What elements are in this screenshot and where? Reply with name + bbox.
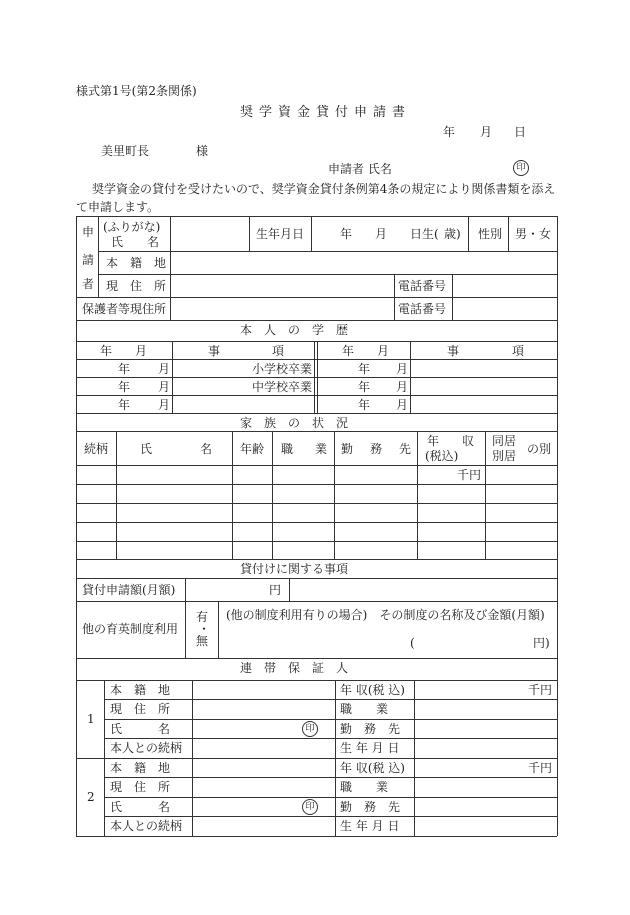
- g2-birthdate-label: 生 年 月 日: [340, 819, 400, 833]
- g1-domicile-label: 本 籍 地: [110, 683, 171, 697]
- loan-amount-yen: 円: [269, 583, 282, 597]
- sex-options: 男・女: [515, 227, 552, 241]
- birth-month-unit: 月: [375, 227, 388, 241]
- edu-row3-year: 年: [118, 398, 131, 412]
- birth-year-unit: 年: [340, 227, 353, 241]
- education-left-month: 月: [135, 344, 148, 358]
- g2-income-label: 年 収(税 込): [340, 761, 405, 775]
- g2-occupation-label: 職 業: [340, 780, 389, 794]
- education-right-year: 年: [342, 344, 355, 358]
- family-header-workplace-3: 先: [399, 442, 412, 456]
- guarantor-2-number: 2: [87, 790, 95, 804]
- other-dot: ・: [198, 622, 211, 636]
- other-yes: 有: [196, 610, 209, 624]
- g1-relation-label: 本人との続柄: [110, 741, 183, 755]
- form-title: 奨学資金貸付申請書: [240, 105, 412, 120]
- g1-birthdate-label: 生 年 月 日: [340, 741, 400, 755]
- education-left-year: 年: [100, 344, 113, 358]
- other-amount-paren-open: (: [410, 636, 415, 650]
- education-right-matter-2: 項: [512, 344, 525, 358]
- family-section-title: 家 族 の 状 況: [240, 416, 349, 430]
- g1-occupation-label: 職 業: [340, 702, 389, 716]
- address-label: 現 住 所: [106, 279, 167, 293]
- date-year: 年: [443, 125, 456, 139]
- g2-name-label: 氏 名: [110, 800, 171, 814]
- birthdate-label: 生年月日: [256, 227, 305, 241]
- date-month: 月: [480, 125, 493, 139]
- other-amount-paren-close: 円): [533, 636, 550, 650]
- g2-seal-icon: 印: [302, 799, 318, 815]
- g2-income-unit: 千円: [528, 761, 553, 775]
- other-scholarship-desc: (他の制度利用有りの場合) その制度の名称及び金額(月額): [226, 608, 545, 622]
- g1-seal-icon: 印: [302, 721, 318, 737]
- edu-row1-year: 年: [118, 362, 131, 376]
- age-unit: 歳): [444, 227, 461, 241]
- border-top: [76, 216, 557, 217]
- edu-row3-r-year: 年: [358, 398, 371, 412]
- family-income-unit: 千円: [457, 468, 482, 482]
- addressee: 美里町長: [101, 144, 150, 158]
- application-form-table: [76, 216, 557, 836]
- education-section-title: 本 人 の 学 歴: [240, 323, 349, 337]
- applicant-side-label-3: 者: [82, 277, 95, 291]
- name-label: 氏 名: [111, 235, 160, 249]
- g2-workplace-label: 勤 務 先: [340, 800, 401, 814]
- g1-workplace-label: 勤 務 先: [340, 722, 401, 736]
- edu-row1-r-month: 月: [396, 362, 409, 376]
- applicant-name-label: 申請者 氏名: [328, 162, 392, 176]
- border-bottom: [76, 836, 557, 837]
- form-number: 様式第1号(第2条関係): [76, 84, 197, 98]
- applicant-seal-icon: 印: [513, 159, 529, 176]
- family-header-income-1: 年: [427, 434, 440, 448]
- family-header-cohabit-2: 別居: [492, 449, 517, 463]
- g2-domicile-label: 本 籍 地: [110, 761, 171, 775]
- intro-line-2: て申請します。: [76, 200, 160, 214]
- education-left-matter-2: 項: [272, 344, 285, 358]
- education-left-matter-1: 事: [208, 344, 221, 358]
- g2-relation-label: 本人との続柄: [110, 819, 183, 833]
- family-header-occupation-2: 業: [315, 442, 328, 456]
- family-header-age: 年齢: [240, 442, 265, 456]
- family-header-relation: 続柄: [84, 442, 109, 456]
- family-header-cohabit-1: 同居: [492, 434, 517, 448]
- guardian-phone-label: 電話番号: [398, 302, 447, 316]
- furigana-label: (ふりがな): [103, 220, 161, 234]
- edu-row2-month: 月: [158, 380, 171, 394]
- g1-income-label: 年 収(税 込): [340, 683, 405, 697]
- edu-row1-r-year: 年: [358, 362, 371, 376]
- other-no: 無: [196, 634, 209, 648]
- g2-address-label: 現 住 所: [110, 780, 171, 794]
- phone-label: 電話番号: [398, 279, 447, 293]
- date-day: 日: [514, 125, 527, 139]
- edu-row2-r-month: 月: [396, 380, 409, 394]
- birth-day-unit: 日生(: [410, 227, 439, 241]
- edu-row2-r-year: 年: [358, 380, 371, 394]
- edu-row1-month: 月: [158, 362, 171, 376]
- edu-row3-month: 月: [158, 398, 171, 412]
- other-scholarship-label: 他の育英制度利用: [82, 622, 179, 636]
- edu-row2-year: 年: [118, 380, 131, 394]
- guardian-address-label: 保護者等現住所: [82, 302, 167, 316]
- education-right-month: 月: [377, 344, 390, 358]
- loan-amount-label: 貸付申請額(月額): [82, 583, 176, 597]
- family-header-cohabit-suffix: の別: [527, 442, 552, 456]
- domicile-label: 本 籍 地: [106, 256, 167, 270]
- g1-name-label: 氏 名: [110, 722, 171, 736]
- sex-label: 性別: [478, 227, 503, 241]
- guarantor-section-title: 連 帯 保 証 人: [240, 661, 349, 675]
- family-header-name-2: 名: [200, 442, 213, 456]
- family-header-name-1: 氏: [140, 442, 153, 456]
- guarantor-1-number: 1: [87, 712, 95, 726]
- family-header-income-2: 収: [462, 434, 475, 448]
- border-left: [76, 216, 77, 836]
- family-header-occupation-1: 職: [281, 442, 294, 456]
- intro-line-1: 奨学資金の貸付を受けたいので、奨学資金貸付条例第4条の規定により関係書類を添え: [92, 182, 556, 196]
- family-header-workplace-2: 務: [370, 442, 383, 456]
- education-right-matter-1: 事: [447, 344, 460, 358]
- edu-row3-r-month: 月: [396, 398, 409, 412]
- loan-section-title: 貸付けに関する事項: [240, 562, 349, 576]
- honorific: 様: [196, 144, 209, 158]
- family-header-income-sub: (税込): [425, 449, 459, 463]
- border-right: [557, 216, 558, 836]
- applicant-side-label-2: 請: [82, 253, 95, 267]
- applicant-side-label-1: 申: [82, 225, 95, 239]
- edu-row1-matter: 小学校卒業: [251, 362, 312, 376]
- g1-income-unit: 千円: [528, 683, 553, 697]
- g1-address-label: 現 住 所: [110, 702, 171, 716]
- edu-row2-matter: 中学校卒業: [251, 380, 312, 394]
- family-header-workplace-1: 勤: [341, 442, 354, 456]
